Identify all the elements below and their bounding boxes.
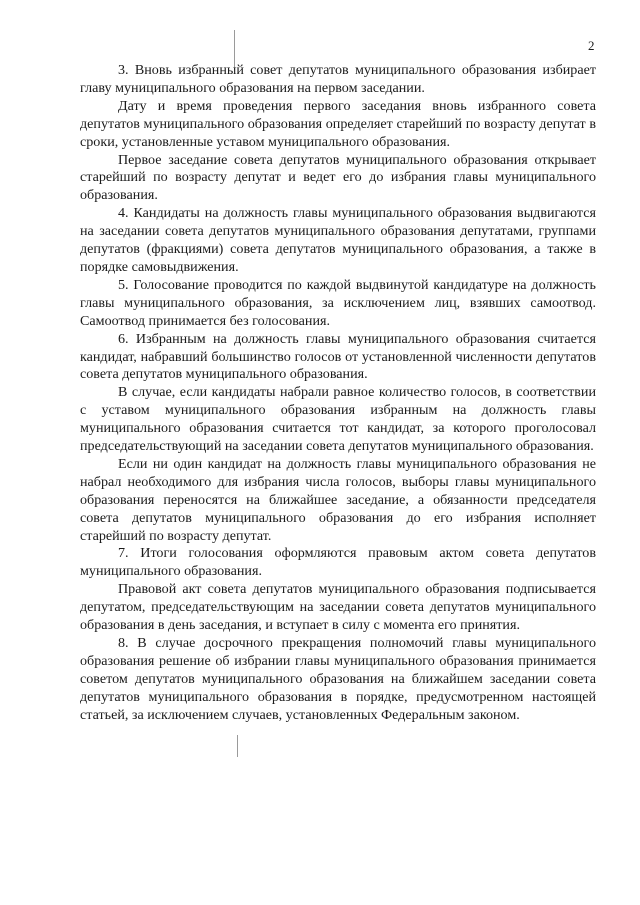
paragraph-8-early-termination: 8. В случае досрочного прекращения полномочий главы муниципального образования решение об избрании главы муниципального образования принимается советом депутатов муниципального образования на ближайшем заседании совета депутатов муниципального образования в порядке, предусмотренном настоящей статьей, за исключением случаев, установленных Федеральным законом.	[80, 635, 596, 723]
paragraph-no-majority: Если ни один кандидат на должность главы муниципального образования не набрал необходимого для избрания числа голосов, выборы главы муниципального образования переносятся на ближайшее заседание, а обязанности председателя совета депутатов муниципального образования до его избрания исполняет старейший по возрасту депутат.	[80, 455, 596, 544]
paragraph-5-voting: 5. Голосование проводится по каждой выдвинутой кандидатуре на должность главы муниципального образования, за исключением лиц, взявших самоотвод. Самоотвод принимается без голосования.	[80, 276, 596, 329]
paragraph-legal-act-signing: Правовой акт совета депутатов муниципального образования подписывается депутатом, председательствующим на заседании совета депутатов муниципального образования в день заседания, и вступает в силу с момента его принятия.	[80, 581, 596, 634]
paragraph-equal-votes: В случае, если кандидаты набрали равное количество голосов, в соответствии с уставом муниципального образования избранным на должность главы муниципального образования считается тот кандидат, за которого проголосовал председательствующий на заседании совета депутатов муниципального образования.	[80, 384, 596, 455]
paragraph-first-meeting-opening: Первое заседание совета депутатов муниципального образования открывает старейший по возрасту депутат и ведет его до избрания главы муниципального образования.	[80, 151, 596, 204]
paragraph-6-elected-candidate: 6. Избранным на должность главы муниципального образования считается кандидат, набравший большинство голосов от установленной численности депутатов совета депутатов муниципального образования.	[80, 330, 596, 383]
paragraph-4-candidates: 4. Кандидаты на должность главы муниципального образования выдвигаются на заседании совета депутатов муниципального образования депутатами, группами депутатов (фракциями) совета депутатов муниципального образования, а также в порядке самовыдвижения.	[80, 205, 596, 275]
page-number: 2	[588, 38, 595, 53]
scan-artifact-line	[237, 735, 238, 757]
paragraph-7-voting-results: 7. Итоги голосования оформляются правовым актом совета депутатов муниципального образования.	[80, 545, 596, 580]
document-body	[80, 62, 596, 725]
paragraph-first-meeting-date: Дату и время проведения первого заседания вновь избранного совета депутатов муниципального образования определяет старейший по возрасту депутат в сроки, установленные уставом муниципального образования.	[80, 97, 596, 150]
paragraph-3-election-of-head: 3. Вновь избранный совет депутатов муниципального образования избирает главу муниципального образования на первом заседании.	[80, 62, 596, 96]
